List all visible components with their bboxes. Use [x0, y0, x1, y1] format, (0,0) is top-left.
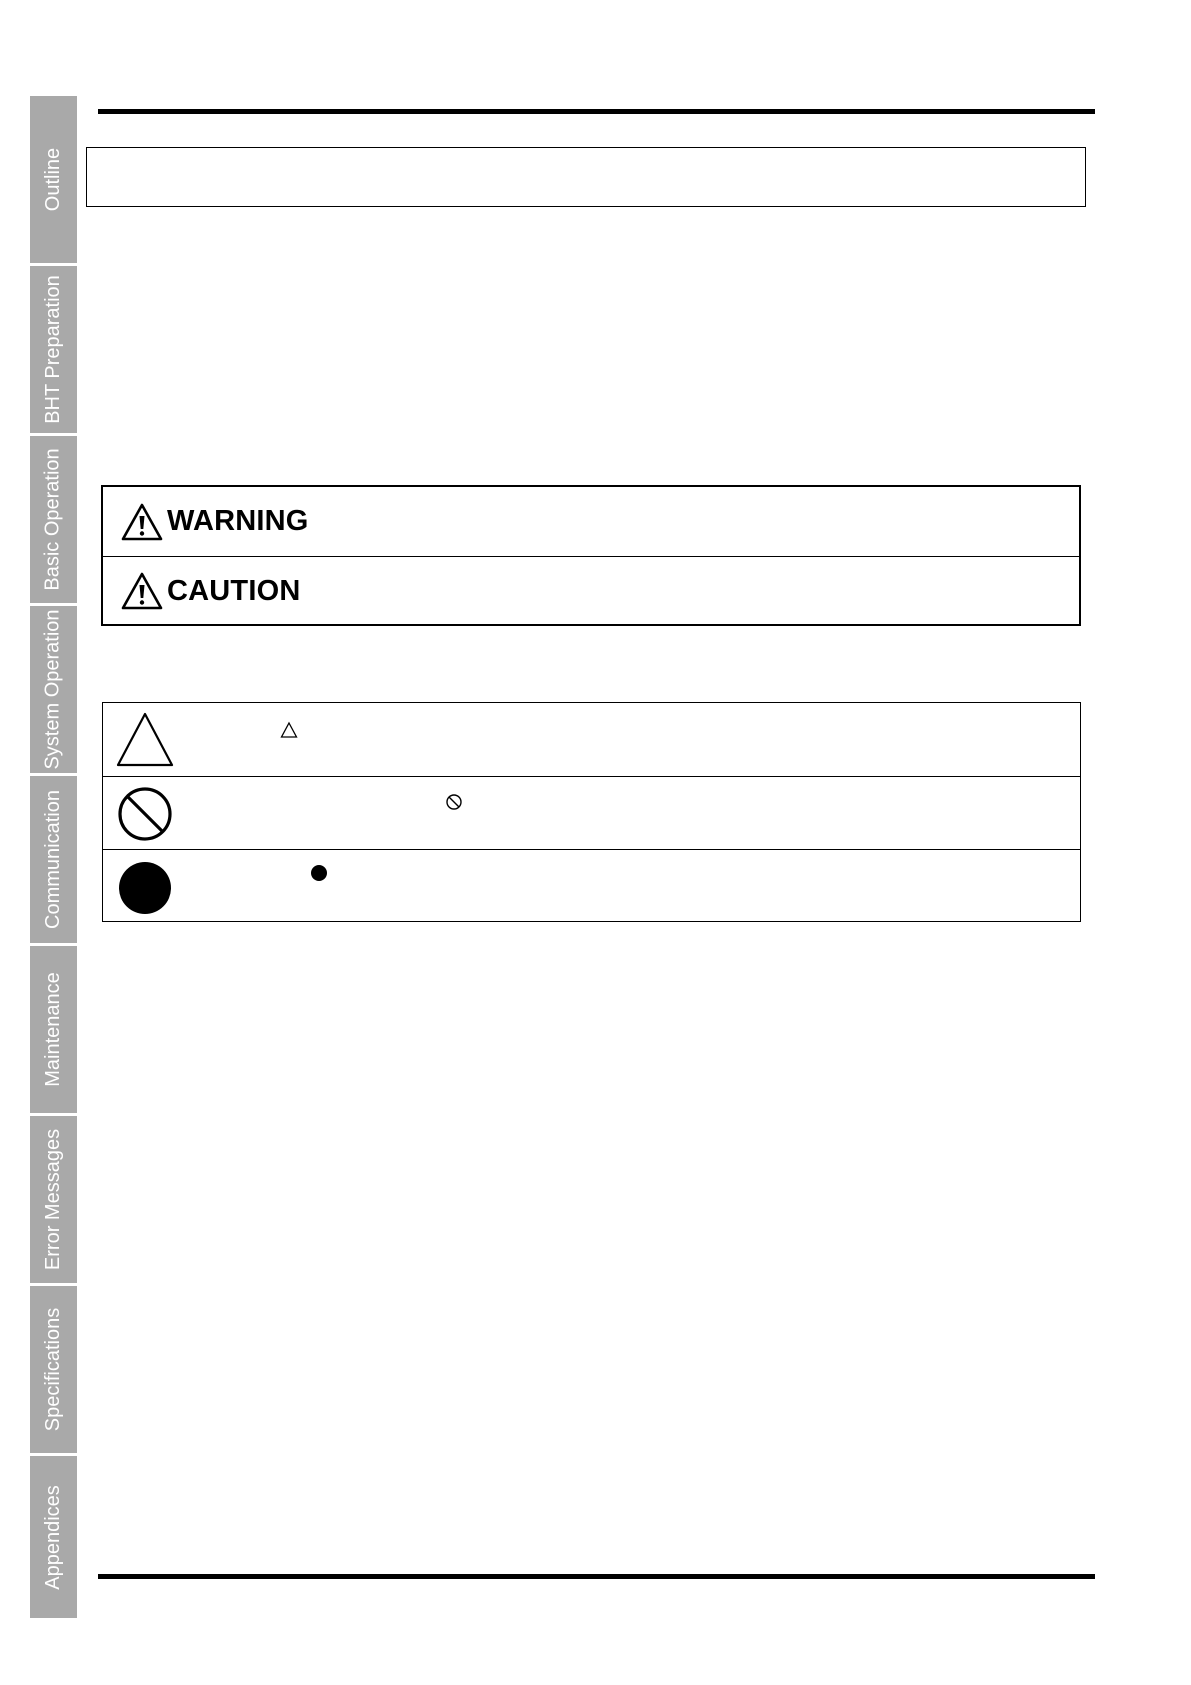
tab-system-operation[interactable] — [30, 606, 77, 773]
tab-error-messages[interactable] — [30, 1116, 77, 1283]
small-filled-circle-icon — [310, 864, 328, 882]
signal-row-caution — [103, 556, 1079, 625]
tab-basic-operation[interactable] — [30, 436, 77, 603]
tab-communication[interactable] — [30, 776, 77, 943]
warning-triangle-icon — [121, 503, 163, 541]
prohibited-icon — [115, 785, 175, 843]
tab-label: Error Messages — [42, 1128, 64, 1271]
tab-outline[interactable] — [30, 96, 77, 263]
signal-word-table — [101, 485, 1081, 626]
tab-label: BHT Preparation — [42, 275, 64, 424]
warning-triangle-icon — [121, 572, 163, 610]
tab-label: Specifications — [42, 1307, 64, 1432]
tab-label: Maintenance — [42, 972, 64, 1087]
symbol-row-triangle — [103, 703, 1080, 776]
tab-maintenance[interactable] — [30, 946, 77, 1113]
filled-circle-icon — [115, 858, 175, 916]
signal-word: WARNING — [167, 505, 309, 537]
bottom-rule — [98, 1574, 1095, 1579]
small-prohibited-icon — [445, 793, 463, 811]
tab-label: Communication — [42, 790, 65, 929]
tab-label: Outline — [42, 147, 64, 212]
tab-label: Appendices — [42, 1484, 64, 1590]
tab-bht-preparation[interactable] — [30, 266, 77, 433]
symbol-row-filled-circle — [103, 849, 1080, 922]
symbol-row-prohibited — [103, 776, 1080, 849]
signal-word: CAUTION — [167, 574, 301, 607]
tab-appendices[interactable] — [30, 1456, 77, 1618]
title-box — [86, 147, 1086, 207]
tab-label: System Operation — [42, 609, 65, 770]
signal-row-warning — [103, 487, 1079, 556]
top-rule — [98, 109, 1095, 114]
triangle-icon — [115, 711, 175, 769]
symbol-table — [102, 702, 1081, 922]
tab-specifications[interactable] — [30, 1286, 77, 1453]
tab-label: Basic Operation — [42, 448, 65, 591]
small-triangle-icon — [280, 721, 298, 739]
